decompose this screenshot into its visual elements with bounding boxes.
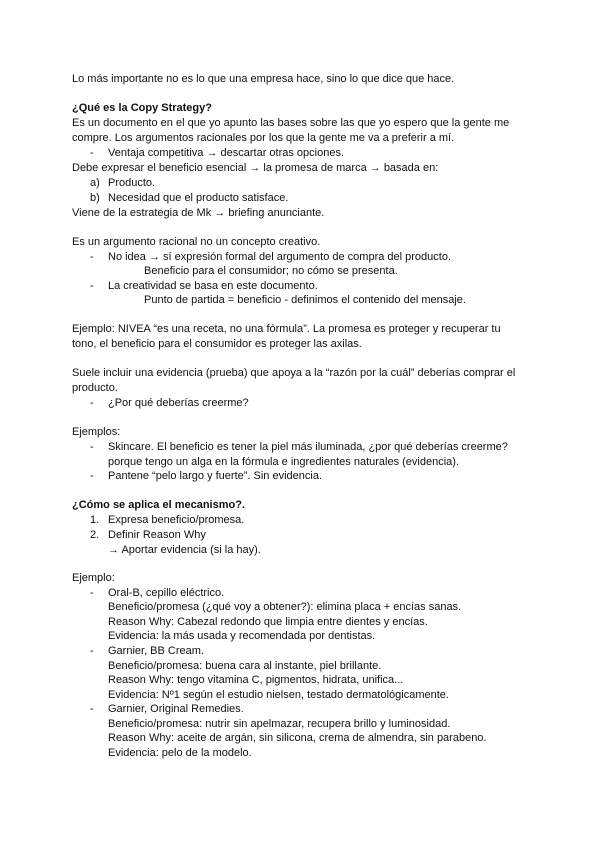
bullet-dash: - [90, 470, 94, 482]
paragraph-line: Ejemplo: NIVEA “es una receta, no una fórmula”. La promesa es proteger y recuperar tu [72, 323, 501, 335]
sub-bullet-text: Punto de partida = beneficio - definimos el contenido del mensaje. [144, 294, 466, 306]
example-detail: Reason Why: Cabezal redondo que limpia entre dientes y encías. [108, 616, 428, 628]
bullet-text: Pantene “pelo largo y fuerte”. Sin evidencia. [108, 470, 323, 482]
list-text: Necesidad que el producto satisface. [108, 192, 289, 204]
list-text: Producto. [108, 177, 156, 189]
paragraph-line: Es un argumento racional no un concepto creativo. [72, 236, 321, 248]
bullet-text: Ventaja competitiva → descartar otras opciones. [108, 147, 345, 159]
bullet-text: Oral-B, cepillo eléctrico. [108, 587, 225, 599]
list-marker: 1. [90, 514, 100, 526]
bullet-text: Garnier, Original Remedies. [108, 703, 244, 715]
bullet-text: Skincare. El beneficio es tener la piel más iluminada, ¿por qué deberías creerme? [108, 441, 508, 453]
bullet-dash: - [90, 441, 94, 453]
paragraph-line: Viene de la estrategia de Mk → briefing anunciante. [72, 207, 325, 219]
paragraph-line: Es un documento en el que yo apunto las bases sobre las que yo espero que la gente me [72, 117, 510, 129]
list-marker: 2. [90, 529, 100, 541]
example-detail: Beneficio/promesa (¿qué voy a obtener?): elimina placa + encías sanas. [108, 601, 462, 613]
bullet-text-continued: porque tengo un alga en la fórmula e ingredientes naturales (evidencia). [108, 456, 460, 468]
example-detail: Beneficio/promesa: nutrir sin apelmazar, recupera brillo y luminosidad. [108, 718, 451, 730]
paragraph-line: tono, el beneficio para el consumidor es proteger las axilas. [72, 338, 362, 350]
list-text: Definir Reason Why [108, 529, 206, 541]
bullet-dash: - [90, 703, 94, 715]
bullet-dash: - [90, 587, 94, 599]
example-detail: Evidencia: Nº1 según el estudio nielsen, testado dermatológicamente. [108, 689, 449, 701]
bullet-dash: - [90, 397, 94, 409]
example-detail: Beneficio/promesa: buena cara al instante, piel brillante. [108, 660, 382, 672]
list-marker: b) [90, 192, 100, 204]
bullet-dash: - [90, 280, 94, 292]
bullet-dash: - [90, 251, 94, 263]
paragraph-line: Debe expresar el beneficio esencial → la promesa de marca → basada en: [72, 162, 439, 174]
paragraph-line: Suele incluir una evidencia (prueba) que apoya a la “razón por la cuál” deberías comprar el [72, 367, 516, 379]
paragraph-line: producto. [72, 382, 118, 394]
bullet-text: La creatividad se basa en este documento. [108, 280, 318, 292]
bullet-text: Garnier, BB Cream. [108, 645, 204, 657]
examples-label: Ejemplos: [72, 426, 121, 438]
list-text: Expresa beneficio/promesa. [108, 514, 245, 526]
bullet-text: No idea → sí expresión formal del argumento de compra del producto. [108, 251, 452, 263]
bullet-dash: - [90, 645, 94, 657]
heading-mechanism: ¿Cómo se aplica el mecanismo?. [72, 499, 246, 511]
paragraph-line: compre. Los argumentos racionales por los que la gente me va a preferir a mí. [72, 132, 455, 144]
bullet-dash: - [90, 147, 94, 159]
example-detail: Evidencia: pelo de la modelo. [108, 747, 252, 759]
sub-bullet-text: Beneficio para el consumidor; no cómo se presenta. [144, 265, 398, 277]
bullet-text: ¿Por qué deberías creerme? [108, 397, 249, 409]
list-subtext: → Aportar evidencia (si la hay). [108, 544, 261, 556]
heading-copy-strategy: ¿Qué es la Copy Strategy? [72, 102, 212, 114]
example-detail: Reason Why: aceite de argán, sin silicona, crema de almendra, sin parabeno. [108, 732, 487, 744]
intro-line: Lo más importante no es lo que una empresa hace, sino lo que dice que hace. [72, 73, 455, 85]
example-label: Ejemplo: [72, 572, 115, 584]
example-detail: Reason Why: tengo vitamina C, pigmentos, hidrata, unifica... [108, 674, 404, 686]
list-marker: a) [90, 177, 100, 189]
example-detail: Evidencia: la más usada y recomendada por dentistas. [108, 630, 376, 642]
